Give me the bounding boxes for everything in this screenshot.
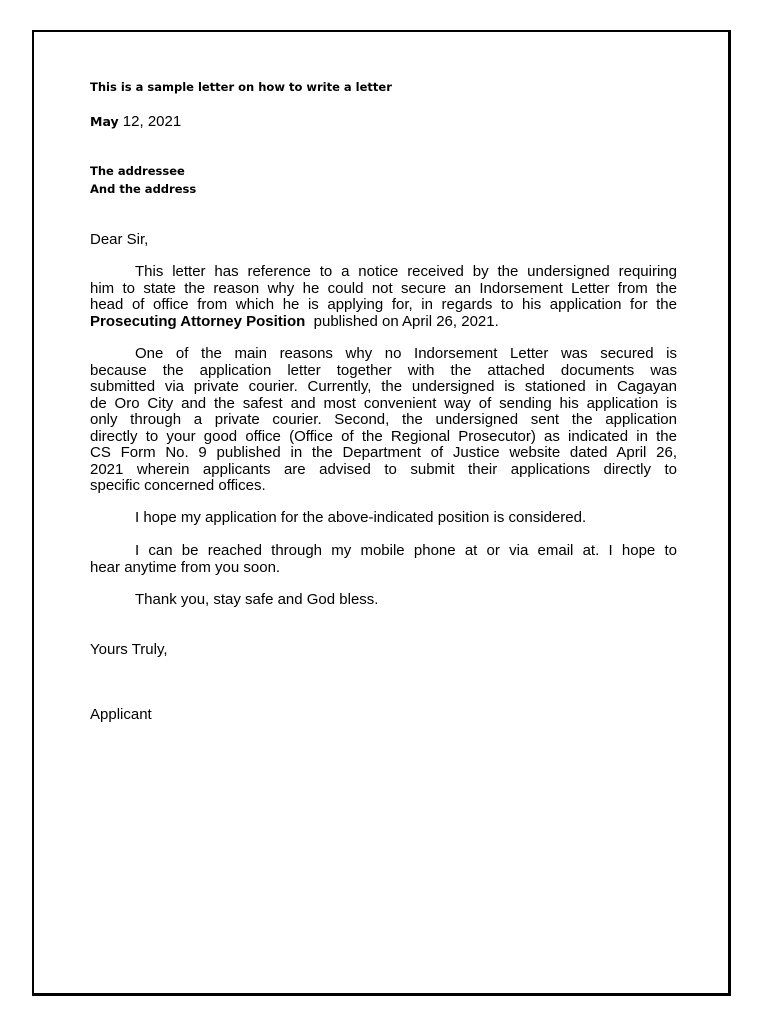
paragraph-2-line: submitted via private courier. Currently, the undersigned is stationed in Cagayan bbox=[90, 378, 677, 395]
paragraph-1 bbox=[90, 264, 677, 330]
date-month: May bbox=[90, 114, 119, 129]
addressee-name: The addressee bbox=[90, 164, 185, 178]
paragraph-4 bbox=[90, 543, 677, 576]
paragraph-2-line: 2021 wherein applicants are advised to submit their applications directly to bbox=[90, 460, 677, 478]
closing: Yours Truly, bbox=[90, 641, 168, 658]
paragraph-2-line: One of the main reasons why no Indorsement Letter was secured is bbox=[135, 345, 677, 362]
paragraph-1-last-line bbox=[90, 314, 677, 331]
paragraph-2-line: directly to your good office (Office of the Regional Prosecutor) as indicated in the bbox=[90, 427, 677, 445]
paragraph-1-line: This letter has reference to a notice received by the undersigned requiring bbox=[135, 263, 677, 280]
paragraph-4-line: hear anytime from you soon. bbox=[90, 558, 281, 576]
paragraph-5: Thank you, stay safe and God bless. bbox=[135, 591, 379, 608]
paragraph-2-line: only through a private courier. Second, the undersigned sent the application bbox=[90, 411, 677, 428]
paragraph-3: I hope my application for the above-indicated position is considered. bbox=[135, 509, 587, 526]
paragraph-1-line: him to state the reason why he could not secure an Indorsement Letter from the bbox=[90, 279, 677, 297]
letter-date bbox=[90, 113, 181, 130]
paragraph-2-line: de Oro City and the safest and most convenient way of sending his application is bbox=[90, 394, 677, 412]
paragraph-2-line: specific concerned offices. bbox=[90, 477, 266, 494]
position-title: Prosecuting Attorney Position bbox=[90, 312, 306, 330]
salutation: Dear Sir, bbox=[90, 231, 149, 248]
date-day-year: 12, 2021 bbox=[118, 113, 182, 130]
paragraph-2-line: CS Form No. 9 published in the Department of Justice website dated April 26, bbox=[90, 444, 677, 461]
paragraph-2 bbox=[90, 346, 677, 495]
signature: Applicant bbox=[90, 706, 152, 723]
publication-date-text: published on April 26, 2021. bbox=[305, 312, 499, 330]
letter-heading: This is a sample letter on how to write a letter bbox=[90, 80, 392, 94]
paragraph-2-line: because the application letter together with the attached documents was bbox=[90, 361, 677, 379]
paragraph-4-line: I can be reached through my mobile phone at or via email at. I hope to bbox=[135, 542, 677, 559]
addressee-address: And the address bbox=[90, 182, 197, 196]
paragraph-1-line: head of office from which he is applying for, in regards to his application for the bbox=[90, 296, 677, 313]
